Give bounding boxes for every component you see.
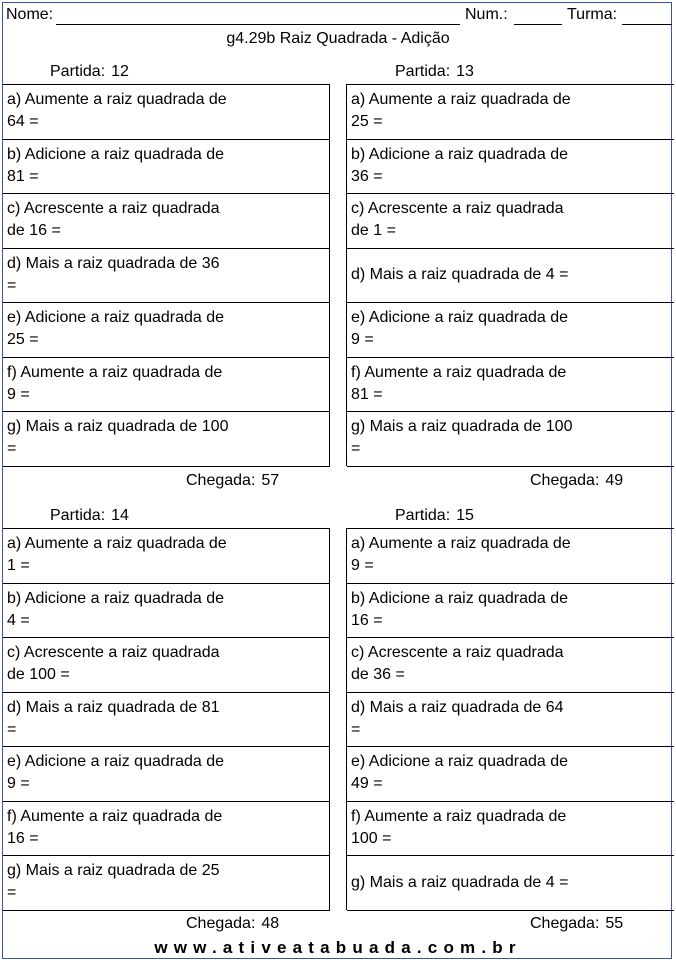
start-line xyxy=(395,507,474,525)
question-text: d) Mais a raiz quadrada de 81 = xyxy=(7,698,220,738)
finish-label: Chegada: xyxy=(530,915,600,932)
question-box xyxy=(347,746,674,800)
start-value: 13 xyxy=(456,63,474,80)
question-text: e) Adicione a raiz quadrada de 9 = xyxy=(7,753,225,792)
question-box xyxy=(3,692,330,746)
question-box xyxy=(347,84,674,138)
finish-line xyxy=(530,472,623,490)
block-bottom-line xyxy=(3,910,330,911)
finish-value: 57 xyxy=(261,472,280,489)
name-label: Nome: xyxy=(6,6,54,23)
question-box xyxy=(3,357,330,411)
question-text: g) Mais a raiz quadrada de 4 = xyxy=(351,873,569,891)
question-box xyxy=(3,193,330,247)
num-field[interactable] xyxy=(514,24,562,25)
question-box xyxy=(3,801,330,855)
num-label: Num.: xyxy=(465,6,508,23)
question-text: b) Adicione a raiz quadrada de 16 = xyxy=(351,589,569,629)
question-text: a) Aumente a raiz quadrada de 9 = xyxy=(351,535,571,574)
finish-label: Chegada: xyxy=(186,915,256,932)
question-box xyxy=(347,801,674,855)
finish-line xyxy=(186,472,279,490)
finish-value: 49 xyxy=(605,472,624,489)
start-value: 12 xyxy=(111,63,129,80)
finish-value: 48 xyxy=(261,915,280,932)
question-text: a) Aumente a raiz quadrada de 64 = xyxy=(7,91,227,130)
start-value: 15 xyxy=(456,507,474,524)
question-text: b) Adicione a raiz quadrada de 81 = xyxy=(7,145,225,185)
question-text: c) Acrescente a raiz quadrada de 100 = xyxy=(7,644,220,683)
question-box xyxy=(347,692,674,746)
block-side-line xyxy=(329,528,330,910)
question-text: f) Aumente a raiz quadrada de 100 = xyxy=(351,807,567,847)
question-text: g) Mais a raiz quadrada de 100 = xyxy=(7,418,229,457)
finish-label: Chegada: xyxy=(186,472,256,489)
start-label: Partida: xyxy=(395,63,451,80)
question-text: a) Aumente a raiz quadrada de 25 = xyxy=(351,91,571,130)
start-value: 14 xyxy=(111,507,129,524)
name-field[interactable] xyxy=(56,24,460,25)
finish-line xyxy=(530,915,623,933)
question-box xyxy=(347,302,674,356)
question-text: d) Mais a raiz quadrada de 64 = xyxy=(351,698,564,738)
question-box xyxy=(3,411,330,465)
block-bottom-line xyxy=(347,466,674,467)
start-line xyxy=(395,63,474,81)
finish-line xyxy=(186,915,279,933)
block-side-line xyxy=(329,84,330,466)
question-text: b) Adicione a raiz quadrada de 4 = xyxy=(7,589,225,629)
question-text: a) Aumente a raiz quadrada de 1 = xyxy=(7,535,227,574)
question-text: d) Mais a raiz quadrada de 4 = xyxy=(351,266,569,283)
question-text: d) Mais a raiz quadrada de 36 = xyxy=(7,254,220,294)
question-box xyxy=(347,637,674,691)
question-text: f) Aumente a raiz quadrada de 9 = xyxy=(7,363,223,403)
question-box xyxy=(347,139,674,193)
question-box xyxy=(3,637,330,691)
block-side-line xyxy=(346,84,347,466)
block-side-line xyxy=(346,528,347,910)
question-box xyxy=(347,855,674,909)
question-box xyxy=(347,528,674,582)
start-label: Partida: xyxy=(395,507,451,524)
question-text: b) Adicione a raiz quadrada de 36 = xyxy=(351,145,569,185)
question-box xyxy=(3,583,330,637)
question-box xyxy=(347,193,674,247)
start-line xyxy=(50,507,129,525)
page-title: g4.29b Raiz Quadrada - Adição xyxy=(226,30,450,47)
question-box xyxy=(3,528,330,582)
block-bottom-line xyxy=(3,466,330,467)
question-text: g) Mais a raiz quadrada de 100 = xyxy=(351,418,573,457)
question-box xyxy=(347,357,674,411)
question-text: e) Adicione a raiz quadrada de 49 = xyxy=(351,753,569,792)
question-text: c) Acrescente a raiz quadrada de 16 = xyxy=(7,200,220,239)
question-box xyxy=(3,84,330,138)
question-text: f) Aumente a raiz quadrada de 16 = xyxy=(7,807,223,847)
question-text: g) Mais a raiz quadrada de 25 = xyxy=(7,862,220,901)
question-text: e) Adicione a raiz quadrada de 9 = xyxy=(351,309,569,348)
question-box xyxy=(3,302,330,356)
question-box xyxy=(347,248,674,302)
start-label: Partida: xyxy=(50,507,106,524)
start-line xyxy=(50,63,129,81)
class-label: Turma: xyxy=(567,6,618,23)
question-box xyxy=(3,248,330,302)
finish-label: Chegada: xyxy=(530,472,600,489)
question-text: e) Adicione a raiz quadrada de 25 = xyxy=(7,309,225,348)
question-box xyxy=(3,855,330,909)
start-label: Partida: xyxy=(50,63,106,80)
question-text: f) Aumente a raiz quadrada de 81 = xyxy=(351,363,567,403)
question-text: c) Acrescente a raiz quadrada de 36 = xyxy=(351,644,564,683)
block-bottom-line xyxy=(347,910,674,911)
question-box xyxy=(3,746,330,800)
question-box xyxy=(347,583,674,637)
class-field[interactable] xyxy=(622,24,672,25)
question-box xyxy=(347,411,674,465)
finish-value: 55 xyxy=(605,915,624,932)
website-footer: www.ativeatabuada.com.br xyxy=(154,938,522,957)
question-box xyxy=(3,139,330,193)
question-text: c) Acrescente a raiz quadrada de 1 = xyxy=(351,200,564,239)
